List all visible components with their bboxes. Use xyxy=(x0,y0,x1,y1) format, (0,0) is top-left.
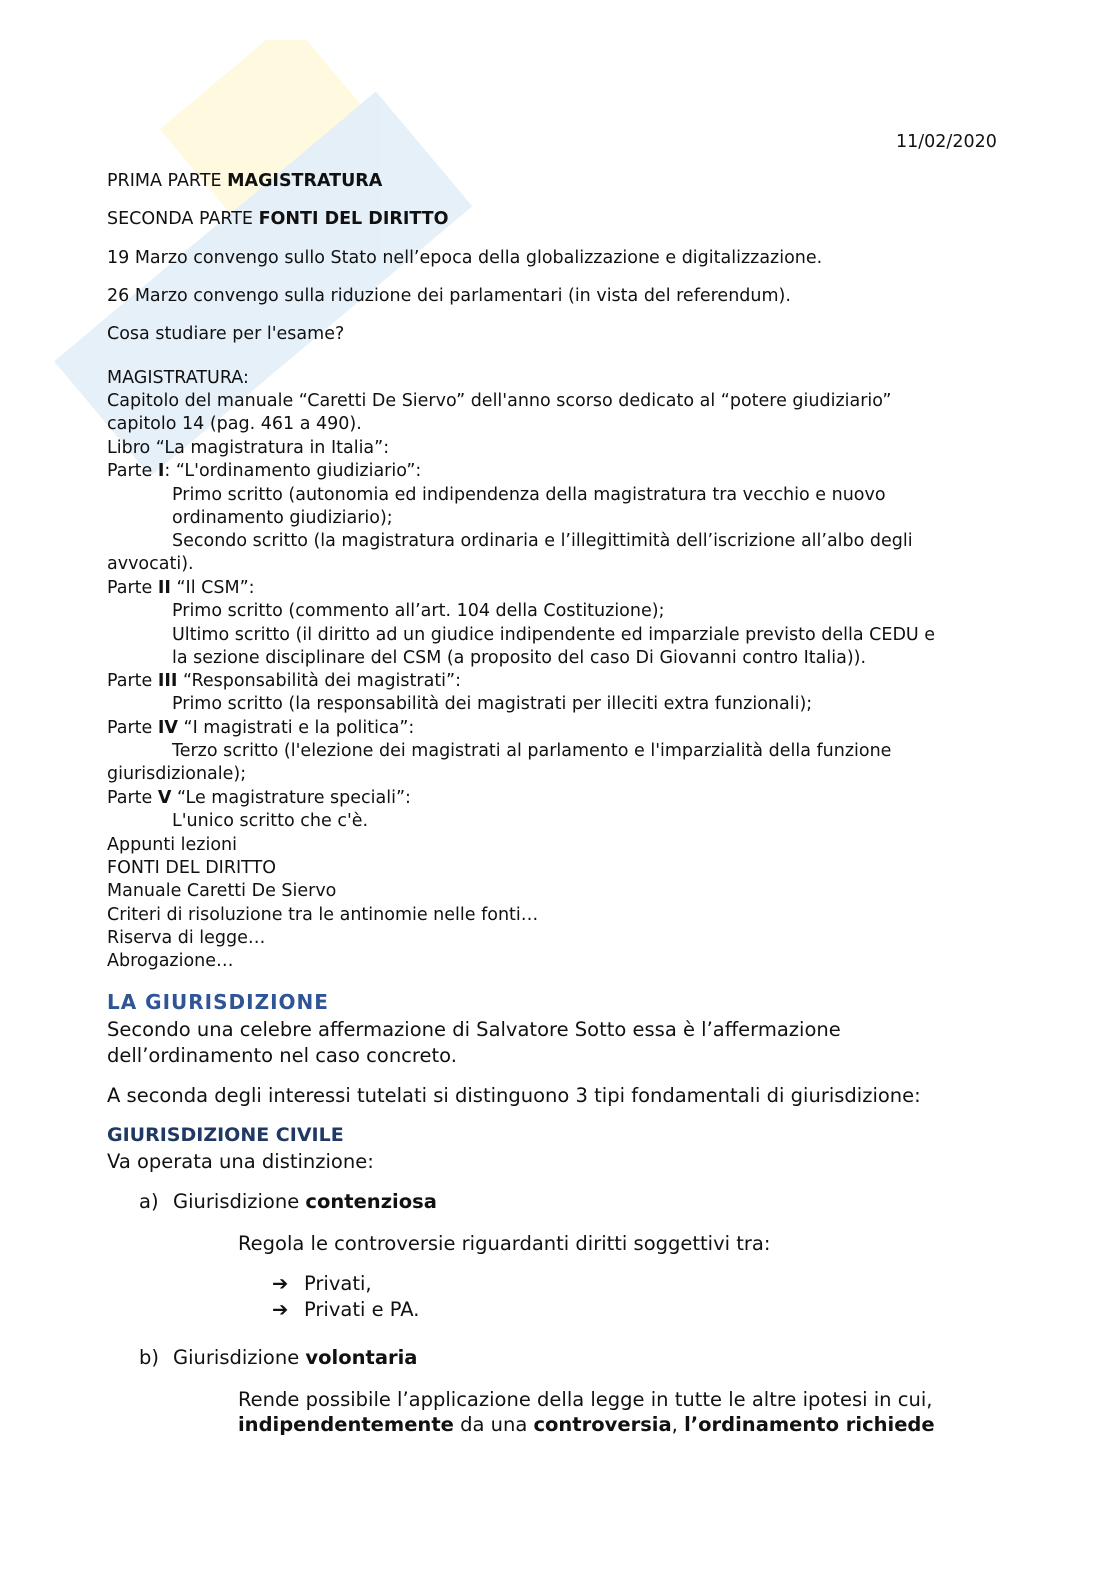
header-line-1: PRIMA PARTE MAGISTRATURA xyxy=(107,171,383,191)
part-5: Parte V “Le magistrature speciali”: xyxy=(107,788,411,808)
paragraph: Rende possibile l’applicazione della legge in tutte le altre ipotesi in cui, xyxy=(238,1388,933,1411)
event-1: 19 Marzo convengo sullo Stato nell’epoca della globalizzazione e digitalizzazione. xyxy=(107,248,823,268)
part-4: Parte IV “I magistrati e la politica”: xyxy=(107,718,415,738)
study-title: MAGISTRATURA: xyxy=(107,368,249,388)
paragraph: dell’ordinamento nel caso concreto. xyxy=(107,1044,457,1067)
paragraph: Regola le controversie riguardanti diritti soggettivi tra: xyxy=(238,1232,771,1255)
list-item-a: a) Giurisdizione contenziosa xyxy=(139,1190,437,1213)
study-line: Libro “La magistratura in Italia”: xyxy=(107,438,390,458)
part-3: Parte III “Responsabilità dei magistrati”: xyxy=(107,671,462,691)
study-line: L'unico scritto che c'è. xyxy=(172,811,369,831)
study-line: Appunti lezioni xyxy=(107,835,237,855)
part-2: Parte II “Il CSM”: xyxy=(107,578,255,598)
study-line: Riserva di legge… xyxy=(107,928,266,948)
header-line-2: SECONDA PARTE FONTI DEL DIRITTO xyxy=(107,209,449,229)
arrow-right-icon: ➔ xyxy=(272,1272,289,1295)
paragraph: indipendentemente da una controversia, l’ordinamento richiede xyxy=(238,1413,935,1436)
event-2: 26 Marzo convengo sulla riduzione dei parlamentari (in vista del referendum). xyxy=(107,286,791,306)
document-date: 11/02/2020 xyxy=(896,132,997,152)
bullet-item: ➔ Privati, xyxy=(272,1272,372,1295)
question: Cosa studiare per l'esame? xyxy=(107,324,345,344)
study-line: ordinamento giudiziario); xyxy=(172,508,393,528)
bullet-item: ➔ Privati e PA. xyxy=(272,1298,420,1321)
study-line: avvocati). xyxy=(107,554,194,574)
study-line: giurisdizionale); xyxy=(107,764,247,784)
study-line: Secondo scritto (la magistratura ordinaria e l’illegittimità dell’iscrizione all’albo degli xyxy=(172,531,913,551)
study-line: Primo scritto (autonomia ed indipendenza della magistratura tra vecchio e nuovo xyxy=(172,485,886,505)
section-heading: LA GIURISDIZIONE xyxy=(107,990,329,1014)
study-line: Abrogazione… xyxy=(107,951,234,971)
study-line: capitolo 14 (pag. 461 a 490). xyxy=(107,414,362,434)
study-line: Capitolo del manuale “Caretti De Siervo” dell'anno scorso dedicato al “potere giudiziario” xyxy=(107,391,892,411)
subsection-heading: GIURISDIZIONE CIVILE xyxy=(107,1124,344,1146)
list-item-b: b) Giurisdizione volontaria xyxy=(139,1346,418,1369)
arrow-right-icon: ➔ xyxy=(272,1298,289,1321)
study-line: la sezione disciplinare del CSM (a proposito del caso Di Giovanni contro Italia)). xyxy=(172,648,867,668)
study-line: FONTI DEL DIRITTO xyxy=(107,858,276,878)
study-line: Terzo scritto (l'elezione dei magistrati al parlamento e l'imparzialità della funzione xyxy=(172,741,892,761)
paragraph: A seconda degli interessi tutelati si distinguono 3 tipi fondamentali di giurisdizione: xyxy=(107,1084,921,1107)
paragraph: Secondo una celebre affermazione di Salvatore Sotto essa è l’affermazione xyxy=(107,1018,841,1041)
study-line: Ultimo scritto (il diritto ad un giudice indipendente ed imparziale previsto della CEDU e xyxy=(172,625,936,645)
part-1: Parte I: “L'ordinamento giudiziario”: xyxy=(107,461,422,481)
paragraph: Va operata una distinzione: xyxy=(107,1150,374,1173)
study-line: Manuale Caretti De Siervo xyxy=(107,881,337,901)
study-line: Criteri di risoluzione tra le antinomie nelle fonti… xyxy=(107,905,539,925)
study-line: Primo scritto (commento all’art. 104 della Costituzione); xyxy=(172,601,665,621)
study-line: Primo scritto (la responsabilità dei magistrati per illeciti extra funzionali); xyxy=(172,694,813,714)
